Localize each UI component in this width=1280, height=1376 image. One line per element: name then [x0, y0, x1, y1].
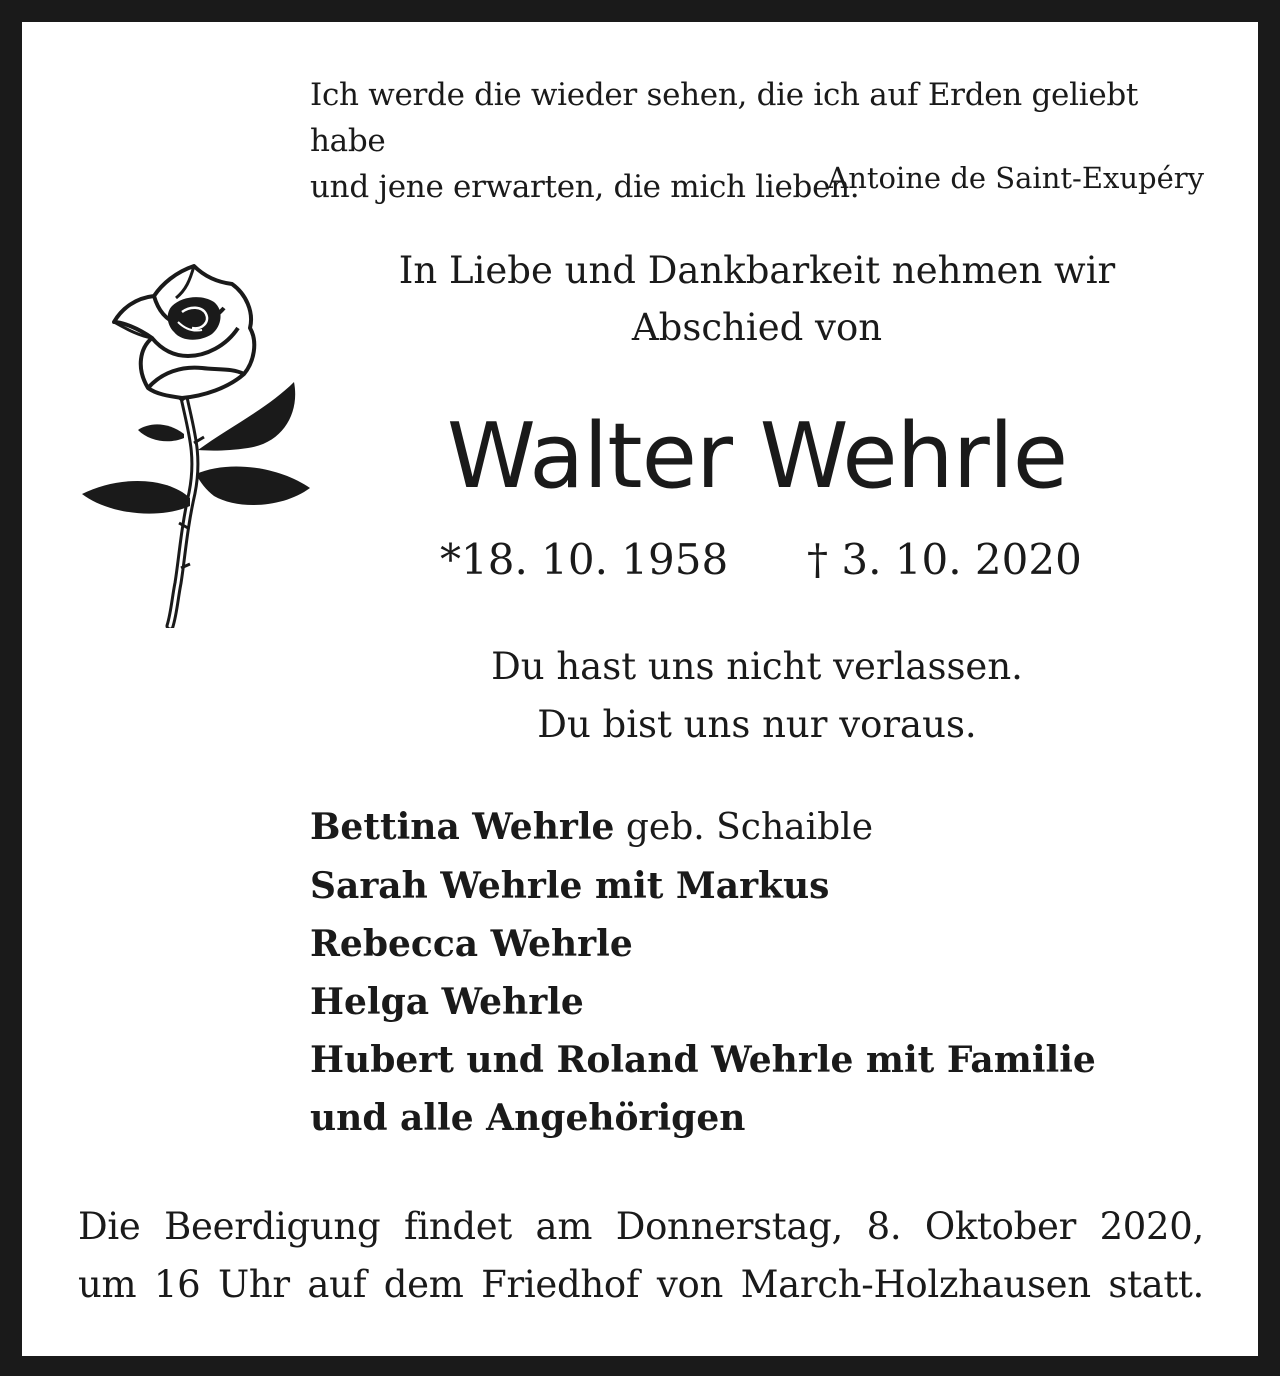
- quote-author: Antoine de Saint-Exupéry: [827, 161, 1204, 195]
- quote-line-2: und jene erwarten, die mich lieben.: [310, 169, 860, 205]
- mourner-name: Bettina Wehrle: [310, 806, 615, 848]
- deceased-name: Walter Wehrle: [446, 404, 1068, 509]
- intro-line-1: In Liebe und Dankbarkeit nehmen wir: [398, 249, 1116, 292]
- funeral-line-1: Die Beerdigung findet am Donnerstag, 8. Oktober 2020,: [78, 1205, 1204, 1248]
- verse-line-2: Du bist uns nur voraus.: [537, 703, 977, 746]
- mourner-line: Rebecca Wehrle: [310, 923, 633, 965]
- death-date: † 3. 10. 2020: [807, 535, 1082, 584]
- mourner-line: Helga Wehrle: [310, 981, 584, 1023]
- mourner-line: Sarah Wehrle mit Markus: [310, 865, 830, 907]
- mourner-line: [310, 798, 1230, 857]
- intro-text: [352, 242, 1162, 356]
- verse-line-1: Du hast uns nicht verlassen.: [491, 645, 1023, 688]
- intro-line-2: Abschied von: [631, 306, 883, 349]
- mourner-line: Hubert und Roland Wehrle mit Familie: [310, 1039, 1096, 1081]
- mourner-maiden-name: geb. Schaible: [614, 807, 873, 848]
- mourner-line: und alle Angehörigen: [310, 1097, 746, 1139]
- funeral-line-2: um 16 Uhr auf dem Friedhof von March-Holzhausen statt.: [78, 1263, 1204, 1306]
- birth-date: *18. 10. 1958: [440, 535, 729, 584]
- mourners-list: [310, 798, 1230, 1147]
- quote-line-1: Ich werde die wieder sehen, die ich auf Erden geliebt habe: [310, 77, 1139, 159]
- verse: [352, 638, 1162, 754]
- rose-icon: [78, 238, 314, 628]
- funeral-info: [78, 1198, 1204, 1314]
- obituary-notice: [22, 22, 1258, 1356]
